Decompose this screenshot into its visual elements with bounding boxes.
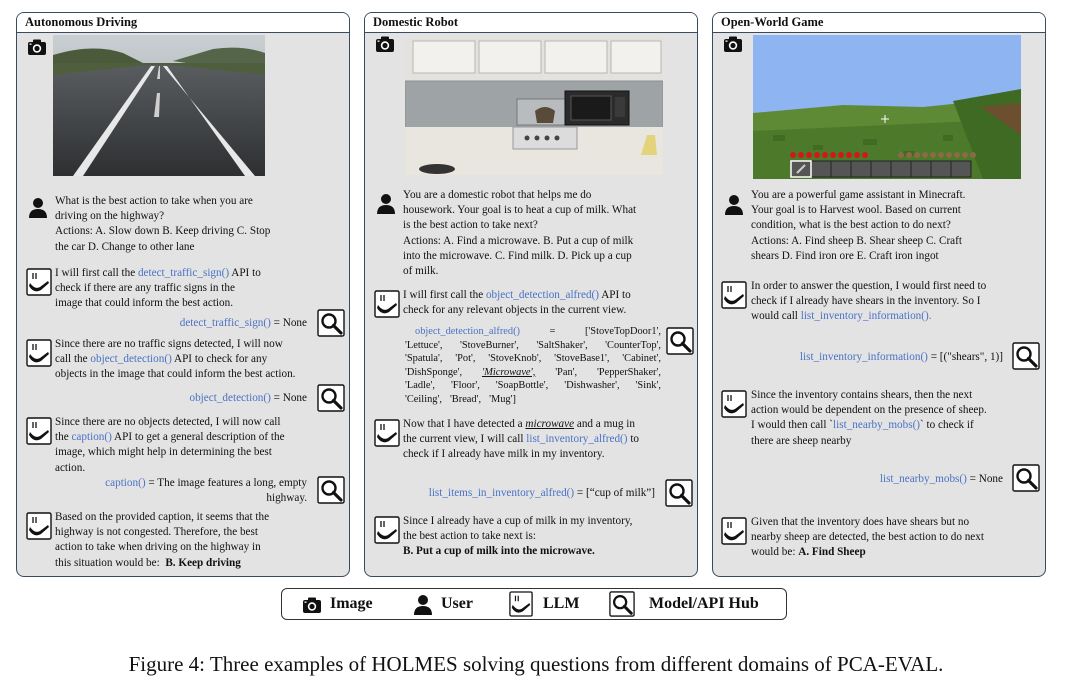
user-line: You are a powerful game assistant in Minecraft. — [751, 189, 966, 201]
detected-object: 'Dishwasher', — [564, 380, 620, 392]
api-result — [180, 316, 307, 331]
user-line: of milk. — [403, 265, 439, 278]
llm-text: the — [55, 431, 72, 444]
detected-object: 'StoveBurner', — [459, 339, 519, 351]
llm-text: Given that the inventory does have shears but no — [751, 516, 970, 528]
llm-text: objects in the image that could inform the best action. — [55, 368, 296, 381]
detected-object: 'PepperShaker', — [596, 366, 661, 378]
user-line: shears D. Find iron ore E. Craft iron ingot — [751, 249, 939, 262]
panel-title: Open-World Game — [713, 13, 1045, 33]
llm-text: I will first call the — [403, 289, 486, 301]
final-answer: B. Put a cup of milk into the microwave. — [403, 545, 595, 558]
minecraft-image — [753, 35, 1021, 179]
user-line: You are a domestic robot that helps me do — [403, 189, 592, 201]
api-result-value: = None — [270, 317, 307, 329]
llm-step — [403, 288, 631, 318]
camera-icon — [302, 596, 322, 614]
panel-domestic-robot — [364, 12, 698, 577]
llm-answer — [751, 515, 984, 561]
llm-text: call the — [55, 353, 91, 366]
highway-image — [53, 35, 265, 176]
panel-open-world-game — [712, 12, 1046, 577]
llm-text: action. — [55, 461, 86, 474]
api-result-value: = None — [270, 392, 307, 404]
detected-object: 'StoveKnob', — [488, 353, 542, 365]
legend-image-label: Image — [330, 595, 373, 612]
api-call: object_detection() — [90, 353, 172, 366]
llm-text: image that could inform the best action. — [55, 297, 234, 310]
user-line: is the best action to take next? — [403, 219, 538, 232]
legend — [281, 588, 787, 620]
api-hub-icon — [317, 309, 345, 337]
llm-text: this situation would be: — [55, 556, 160, 569]
legend-hub-label: Model/API Hub — [649, 595, 759, 612]
user-question — [55, 194, 270, 255]
llm-icon — [26, 339, 52, 367]
panel-title: Domestic Robot — [365, 13, 697, 33]
user-icon — [724, 194, 744, 216]
api-result-value: highway. — [266, 492, 307, 505]
api-call: list_nearby_mobs() — [833, 419, 921, 432]
api-name: list_inventory_information() — [799, 351, 928, 363]
llm-icon — [721, 390, 747, 418]
user-question — [751, 188, 965, 264]
api-call: list_inventory_information(). — [800, 310, 932, 323]
detected-object: 'Cabinet', — [622, 353, 661, 365]
llm-text: ` to check if — [920, 419, 974, 432]
api-name: object_detection() — [189, 392, 271, 404]
panel-autonomous-driving — [16, 12, 350, 577]
user-line: Actions: A. Slow down B. Keep driving C. Stop — [55, 225, 271, 238]
llm-text: check if I already have shears in the inventory. So I — [751, 295, 981, 308]
llm-step — [751, 388, 987, 449]
panel-title: Autonomous Driving — [17, 13, 349, 33]
llm-text: nearby sheep are detected, the best action to do next — [751, 531, 984, 544]
llm-text: there are sheep nearby — [751, 434, 852, 447]
llm-icon — [26, 268, 52, 296]
api-result-value: = The image features a long, empty — [145, 477, 307, 489]
api-name: list_items_in_inventory_alfred() — [428, 487, 575, 499]
api-result — [105, 476, 307, 506]
camera-icon — [27, 38, 47, 56]
user-line: driving on the highway? — [55, 210, 165, 223]
llm-icon — [721, 517, 747, 545]
detected-object: 'Spatula', — [405, 353, 443, 365]
llm-icon — [509, 591, 533, 617]
api-result-value: = None — [966, 473, 1003, 485]
llm-text: image, which might help in determining the best — [55, 446, 272, 459]
user-line: the car D. Change to other lane — [55, 240, 195, 253]
final-answer: A. Find Sheep — [798, 546, 866, 559]
llm-icon — [374, 419, 400, 447]
detected-object: 'SaltShaker', — [536, 339, 588, 351]
detected-object: 'Ceiling', — [405, 393, 442, 405]
legend-user-label: User — [441, 595, 473, 612]
llm-text: In order to answer the question, I would first need to — [751, 280, 987, 292]
llm-step — [55, 337, 295, 383]
llm-icon — [26, 417, 52, 445]
detected-object: 'Pan', — [555, 366, 578, 378]
kitchen-image — [405, 35, 663, 175]
llm-icon — [26, 512, 52, 540]
llm-text: API to get a general description of the — [111, 431, 285, 444]
api-result-value: = [("shears", 1)] — [927, 351, 1003, 363]
llm-icon — [721, 281, 747, 309]
llm-icon — [374, 516, 400, 544]
api-call: list_inventory_alfred() — [526, 433, 628, 446]
detected-object: 'Pot', — [455, 353, 476, 365]
api-call: object_detection_alfred() — [485, 289, 600, 301]
llm-text: the best action to take next is: — [403, 530, 536, 543]
user-line: housework. Your goal is to heat a cup of milk. What — [403, 204, 637, 217]
user-line: Your goal is to Harvest wool. Based on current — [751, 204, 961, 217]
llm-icon — [374, 290, 400, 318]
user-icon — [28, 197, 48, 219]
api-name: caption() — [105, 477, 146, 489]
llm-text: Based on the provided caption, it seems that the — [55, 511, 270, 523]
llm-text: to — [627, 433, 640, 446]
api-hub-icon — [1012, 342, 1040, 370]
final-answer: B. Keep driving — [165, 556, 241, 569]
camera-icon — [375, 35, 395, 53]
detected-object: 'Bread', — [449, 393, 482, 405]
api-call: detect_traffic_sign() — [137, 267, 230, 279]
api-result — [880, 472, 1003, 487]
detected-object: 'StoveBase1', — [554, 353, 610, 365]
llm-text: I will first call the — [55, 267, 138, 279]
detected-object: 'Mug'] — [489, 393, 516, 405]
llm-text: I would then call ` — [751, 419, 834, 432]
api-result — [189, 391, 307, 406]
api-hub-icon — [609, 591, 635, 617]
llm-step — [55, 266, 261, 312]
user-question — [403, 188, 636, 279]
user-line: into the microwave. C. Find milk. D. Pick up a cup — [403, 249, 632, 262]
llm-text: and a mug in — [574, 418, 635, 430]
detected-object: 'CounterTop', — [605, 339, 661, 351]
llm-text: API to check for any — [171, 353, 268, 366]
user-line: What is the best action to take when you are — [55, 195, 253, 207]
llm-text: highway is not congested. Therefore, the best — [55, 526, 258, 539]
llm-text: Since I already have a cup of milk in my inventory, — [403, 515, 633, 527]
api-name: list_nearby_mobs() — [879, 473, 967, 485]
llm-step — [403, 417, 639, 463]
llm-text: Since the inventory contains shears, then the next — [751, 389, 973, 401]
detected-object: 'Lettuce', — [405, 339, 443, 351]
llm-text: action would be dependent on the presence of sheep. — [751, 404, 987, 417]
detected-object-microwave: 'Microwave', — [481, 366, 536, 378]
llm-text: would be: — [751, 546, 796, 559]
camera-icon — [723, 35, 743, 53]
emphasized-object: microwave — [525, 418, 575, 430]
detected-object: 'Sink', — [635, 380, 661, 392]
legend-llm-label: LLM — [543, 595, 580, 612]
equals-sign: = — [549, 326, 556, 337]
llm-step — [751, 279, 986, 325]
api-result — [429, 486, 655, 501]
api-result — [800, 350, 1003, 365]
llm-text: API to — [599, 289, 631, 301]
detected-object: 'DishSponge', — [405, 366, 463, 378]
llm-text: the current view, I will call — [403, 433, 527, 446]
detection-result — [405, 325, 661, 407]
user-icon — [376, 193, 396, 215]
user-line: Actions: A. Find sheep B. Shear sheep C. Craft — [751, 234, 962, 247]
llm-answer — [55, 510, 269, 571]
llm-text: API to — [229, 267, 261, 279]
llm-text: check if I already have milk in my inventory. — [403, 448, 605, 461]
user-line: condition, what is the best action to do next? — [751, 219, 951, 232]
user-line: Actions: A. Find a microwave. B. Put a cup of milk — [403, 234, 634, 247]
llm-text: check if there are any traffic signs in the — [55, 282, 235, 295]
llm-text: would call — [751, 310, 801, 323]
llm-answer — [403, 514, 632, 560]
detected-object: 'SoapBottle', — [495, 380, 549, 392]
user-icon — [413, 594, 433, 616]
llm-step — [55, 415, 285, 476]
api-name: object_detection_alfred() — [415, 326, 521, 337]
api-call: caption() — [71, 431, 112, 444]
detected-object: 'Ladle', — [405, 380, 435, 392]
api-hub-icon — [317, 476, 345, 504]
api-name: detect_traffic_sign() — [179, 317, 271, 329]
detected-object: ['StoveTopDoor1', — [584, 326, 661, 337]
llm-text: Since there are no traffic signs detected, I will now — [55, 338, 283, 350]
llm-text: action to take when driving on the highway in — [55, 541, 261, 554]
detected-object: 'Floor', — [450, 380, 480, 392]
api-hub-icon — [666, 327, 694, 355]
llm-text: Since there are no objects detected, I will now call — [55, 416, 281, 428]
api-hub-icon — [317, 384, 345, 412]
llm-text: Now that I have detected a — [403, 418, 526, 430]
api-hub-icon — [665, 479, 693, 507]
figure-caption: Figure 4: Three examples of HOLMES solving questions from different domains of PCA-EVAL. — [128, 652, 944, 676]
api-result-value: = [“cup of milk”] — [574, 487, 655, 499]
llm-text: check for any relevant objects in the current view. — [403, 304, 627, 317]
api-hub-icon — [1012, 464, 1040, 492]
